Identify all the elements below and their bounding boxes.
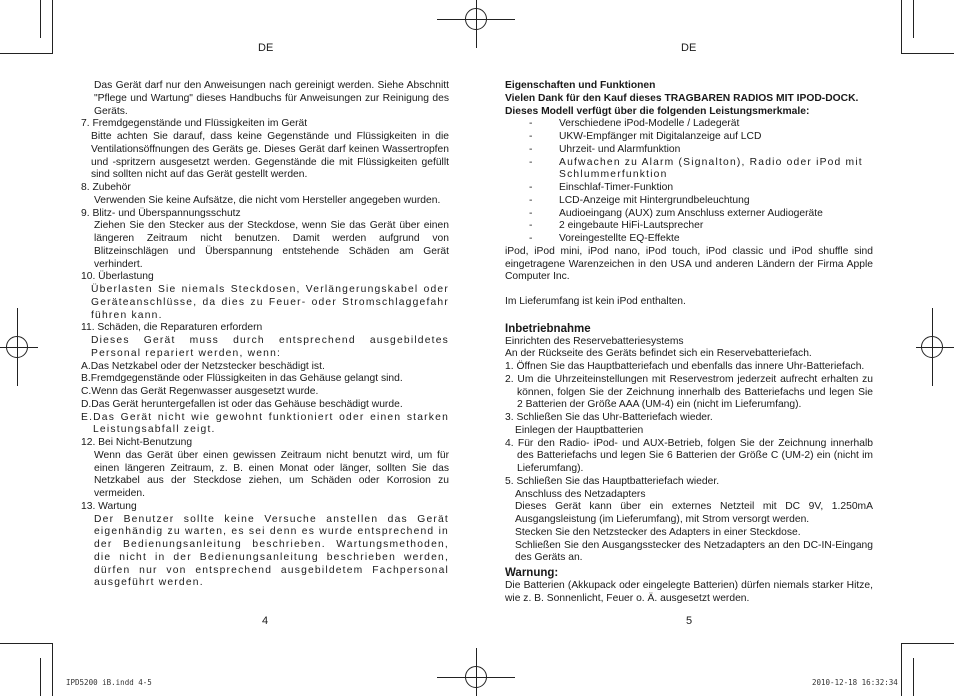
list-item: - Audioeingang (AUX) zum Anschluss externer Audiogeräte — [505, 208, 873, 221]
warning-text: Die Batterien (Akkupack oder eingelegte Batterien) dürfen niemals starker Hitze, wie z. B. Sonnenlicht, Feuer o. Ä. ausgesetzt werden. — [505, 579, 873, 604]
list-item: - Voreingestellte EQ-Effekte — [505, 233, 873, 246]
section-title: 13. Wartung — [81, 500, 137, 512]
crop-mark — [0, 53, 53, 54]
crop-mark — [52, 0, 53, 54]
crop-mark — [913, 0, 914, 38]
page-number-right: 5 — [686, 615, 693, 627]
list-item: E.Das Gerät nicht wie gewohnt funktioniert oder einen starken Leistungsabfall zeigt. — [81, 411, 449, 436]
list-item: D.Das Gerät heruntergefallen ist oder das Gehäuse beschädigt wurde. — [81, 398, 403, 410]
section-title: 7. Fremdgegenstände und Flüssigkeiten im Gerät — [81, 118, 308, 130]
list-item: - 2 eingebaute HiFi-Lautsprecher — [505, 220, 873, 233]
list-item: B.Fremdgegenstände oder Flüssigkeiten in das Gehäuse gelangt sind. — [81, 373, 403, 385]
crop-mark — [52, 643, 53, 696]
section-text: Ziehen Sie den Stecker aus der Steckdose, wenn Sie das Gerät über einen längeren Zeitraum nicht benutzen. Damit werden aufgrund von Blitzeinschlägen und Überspannung entstehende Schäden am Gerät verhindert. — [94, 220, 449, 270]
language-label-left: DE — [258, 42, 274, 54]
setup-title: Inbetriebnahme — [505, 322, 591, 335]
list-item: - UKW-Empfänger mit Digitalanzeige auf LCD — [505, 131, 873, 144]
crop-mark — [0, 643, 53, 644]
list-item: - LCD-Anzeige mit Hintergrundbeleuchtung — [505, 195, 873, 208]
bullet: - — [529, 131, 533, 142]
section-text: Überlasten Sie niemals Steckdosen, Verlängerungskabel oder Geräteanschlüsse, da dies zu Feuer- oder Stromschlaggefahr führen kann. — [91, 284, 449, 321]
print-slug-right: 2010-12-18 16:32:34 — [812, 678, 898, 687]
step-subheading: Einlegen der Hauptbatterien — [515, 424, 644, 436]
registration-mark-top — [476, 0, 477, 48]
bullet: - — [529, 182, 533, 193]
step-item: 2. Um die Uhrzeiteinstellungen mit Reservestrom jederzeit aufrecht erhalten zu können, folgen Sie der Zeichnung innerhalb des Batteriefachs und legen Sie 2 Batterien der Größe AAA (UM-4) ein (nicht im Lieferumfang). — [505, 373, 873, 411]
crop-mark — [40, 0, 41, 38]
section-text: Bitte achten Sie darauf, dass keine Gegenstände und Flüssigkeiten in die Ventilationsöffnungen des Geräts ge. Dieses Gerät darf keinen Wassertropfen und -spritzern ausgesetzt werden. Gegenstände die mit Flüssigkeiten gefüllt sind sollten nicht auf das Gerät gestellt werden. — [91, 131, 449, 181]
section-text: Dieses Gerät muss durch entsprechend ausgebildetes Personal repariert werden, wenn: — [91, 335, 449, 359]
section-text: Der Benutzer sollte keine Versuche anstellen das Gerät eigenhändig zu warten, es sei denn es wurde entsprechend in der Bedienungsanleitung beschrieben. Wartungsmethoden, die nicht in der Bedienungsanleitung beschrieben werden, dürfen nur von entsprechend ausgebildetem Fachpersonal ausgeführt werden. — [94, 513, 449, 589]
bullet: - — [529, 118, 533, 130]
bullet: - — [529, 143, 533, 155]
section-title: 10. Überlastung — [81, 271, 154, 283]
adapter-text: Schließen Sie den Ausgangsstecker des Netzadapters an den DC-IN-Eingang des Geräts an. — [515, 539, 873, 564]
bullet: - — [529, 194, 533, 206]
step-item: 1. Öffnen Sie das Hauptbatteriefach und ebenfalls das innere Uhr-Batteriefach. — [505, 361, 865, 372]
registration-mark-left — [0, 347, 38, 348]
features-title: Eigenschaften und Funktionen — [505, 80, 656, 91]
intro-text: Das Gerät darf nur den Anweisungen nach gereinigt werden. Siehe Abschnitt "Pflege und Wartung" dieses Handbuchs für Anweisungen zur Reinigung des Geräts. — [94, 80, 449, 117]
right-page-column — [505, 80, 873, 605]
adapter-text: Dieses Gerät kann über ein externes Netzteil mit DC 9V, 1.250mA Ausgangsleistung (im Lieferumfang), mit Strom versorgt werden. — [515, 501, 873, 525]
thanks-text: Vielen Dank für den Kauf dieses TRAGBAREN RADIOS MIT IPOD-DOCK. Dieses Modell verfügt über die folgenden Leistungsmerkmale: — [505, 92, 859, 117]
bullet: - — [529, 233, 533, 244]
list-item: A.Das Netzkabel oder der Netzstecker beschädigt ist. — [81, 360, 325, 372]
crop-mark — [901, 53, 954, 54]
registration-mark-bottom — [437, 677, 515, 678]
left-page-column — [81, 80, 449, 590]
scope-text: Im Lieferumfang ist kein iPod enthalten. — [505, 296, 686, 307]
section-text: Wenn das Gerät über einen gewissen Zeitraum nicht benutzt wird, um für einen längeren Zeitraum, z. B. einen Monat oder länger, sollten Sie das Netzkabel aus der Steckdose ziehen, um Schäden oder Korrosion zu vermeiden. — [94, 449, 449, 499]
backup-title: Einrichten des Reservebatteriesystems — [505, 335, 684, 347]
step-item: 5. Schließen Sie das Hauptbatteriefach wieder. — [505, 475, 720, 487]
page-number-left: 4 — [262, 615, 269, 627]
registration-mark-bottom — [476, 648, 477, 696]
registration-mark-top — [437, 19, 515, 20]
registration-mark-right — [916, 347, 954, 348]
list-item: - Einschlaf-Timer-Funktion — [505, 182, 873, 195]
crop-mark — [901, 0, 902, 54]
warning-title: Warnung: — [505, 567, 559, 579]
step-item: 4. Für den Radio- iPod- und AUX-Betrieb, folgen Sie der Zeichnung innerhalb des Batteriefachs und legen Sie 6 Batterien der Größe C (UM-2) ein (nicht im Lieferumfang). — [505, 437, 873, 474]
bullet: - — [529, 156, 533, 168]
crop-mark — [40, 658, 41, 696]
print-slug-left: IPD5200 iB.indd 4-5 — [66, 678, 152, 687]
crop-mark — [901, 643, 902, 696]
section-title: 9. Blitz- und Überspannungsschutz — [81, 207, 241, 219]
list-item: C.Wenn das Gerät Regenwasser ausgesetzt wurde. — [81, 386, 319, 397]
adapter-text: Stecken Sie den Netzstecker des Adapters in einer Steckdose. — [515, 526, 801, 538]
crop-mark — [901, 643, 954, 644]
section-title: 11. Schäden, die Reparaturen erfordern — [81, 322, 263, 334]
section-text: Verwenden Sie keine Aufsätze, die nicht vom Hersteller angegeben wurden. — [94, 194, 441, 206]
list-item: - Aufwachen zu Alarm (Signalton), Radio oder iPod mit Schlummerfunktion — [505, 157, 873, 183]
section-title: 12. Bei Nicht-Benutzung — [81, 437, 193, 448]
backup-intro: An der Rückseite des Geräts befindet sich ein Reservebatteriefach. — [505, 348, 812, 360]
trademark-text: iPod, iPod mini, iPod nano, iPod touch, iPod classic und iPod shuffle sind eingetragene Warenzeichen in den USA und anderen Ländern der Firma Apple Computer Inc. — [505, 245, 873, 283]
bullet: - — [529, 207, 533, 219]
adapter-title: Anschluss des Netzadapters — [515, 488, 646, 500]
list-item: - Verschiedene iPod-Modelle / Ladegerät — [505, 118, 873, 131]
bullet: - — [529, 220, 533, 232]
section-title: 8. Zubehör — [81, 182, 131, 193]
language-label-right: DE — [681, 42, 697, 54]
crop-mark — [913, 658, 914, 696]
step-item: 3. Schließen Sie das Uhr-Batteriefach wieder. — [505, 412, 713, 423]
list-item: - Uhrzeit- und Alarmfunktion — [505, 144, 873, 157]
